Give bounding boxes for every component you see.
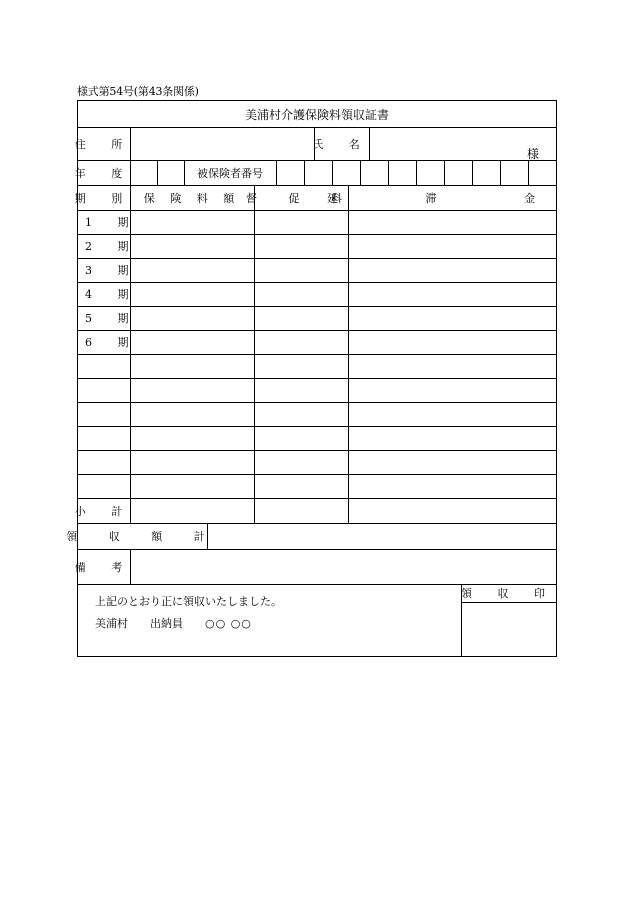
rule-row-4 <box>78 306 556 307</box>
honorific-sama: 様 <box>527 146 540 161</box>
reminder-fee-header: 督 促 料 <box>246 191 356 205</box>
remarks-label: 備 考 <box>74 560 134 574</box>
rule-row-12 <box>78 498 556 499</box>
signature-line <box>95 614 252 632</box>
period-6-label <box>85 330 140 354</box>
vrule-premium <box>254 185 255 523</box>
vrule-period <box>130 185 131 523</box>
period-header: 期 別 <box>74 191 134 205</box>
period-3-text: 3 期 <box>85 264 140 277</box>
rule-row-7 <box>78 378 556 379</box>
subtotal-label: 小 計 <box>74 504 134 518</box>
remarks-field[interactable] <box>131 550 556 584</box>
form-title: 美浦村介護保険料領収証書 <box>244 107 389 122</box>
rule-row-1 <box>78 234 556 235</box>
receipt-form <box>66 100 577 657</box>
total-received-label: 領 収 額 計 <box>66 530 219 543</box>
period-1-text: 1 期 <box>85 216 140 229</box>
insured-number-field[interactable] <box>277 161 556 185</box>
rule-row-9 <box>78 426 556 427</box>
address-label: 住 所 <box>74 137 134 151</box>
period-2-label <box>85 234 140 258</box>
rule-row-11 <box>78 474 556 475</box>
period-3-label <box>85 258 140 282</box>
address-field[interactable] <box>131 128 313 159</box>
period-1-label <box>85 210 140 234</box>
receipt-seal-label: 領 収 印 <box>461 587 556 600</box>
period-4-label <box>85 282 140 306</box>
period-2-text: 2 期 <box>85 240 140 253</box>
form-number-label: 様式第54号(第43条関係) <box>77 85 199 98</box>
rule-row-2 <box>78 258 556 259</box>
period-4-text: 4 期 <box>85 288 140 301</box>
vrule-reminder <box>348 185 349 523</box>
rule-row-10 <box>78 450 556 451</box>
year-label: 年 度 <box>74 166 134 180</box>
rule-row-5 <box>78 330 556 331</box>
receipt-statement: 上記のとおり正に領収いたしました。 <box>95 595 282 608</box>
village-name: 美浦村 <box>95 617 128 630</box>
period-5-text: 5 期 <box>85 312 140 325</box>
premium-header: 保 険 料 額 <box>143 191 241 205</box>
rule-row-8 <box>78 402 556 403</box>
late-fee-header: 延 滞 金 <box>327 191 577 205</box>
rule-row-3 <box>78 282 556 283</box>
rule-row-6 <box>78 354 556 355</box>
officer-name: ○○ ○○ <box>205 616 252 630</box>
insured-number-label: 被保険者番号 <box>197 166 263 180</box>
receipt-seal-area[interactable] <box>462 603 556 657</box>
year-field[interactable] <box>131 161 184 185</box>
rule-header <box>78 210 556 211</box>
name-label: 氏 名 <box>312 137 371 151</box>
period-5-label <box>85 306 140 330</box>
officer-title: 出納員 <box>150 617 183 630</box>
total-received-field[interactable] <box>208 524 556 549</box>
period-6-text: 6 期 <box>85 336 140 349</box>
